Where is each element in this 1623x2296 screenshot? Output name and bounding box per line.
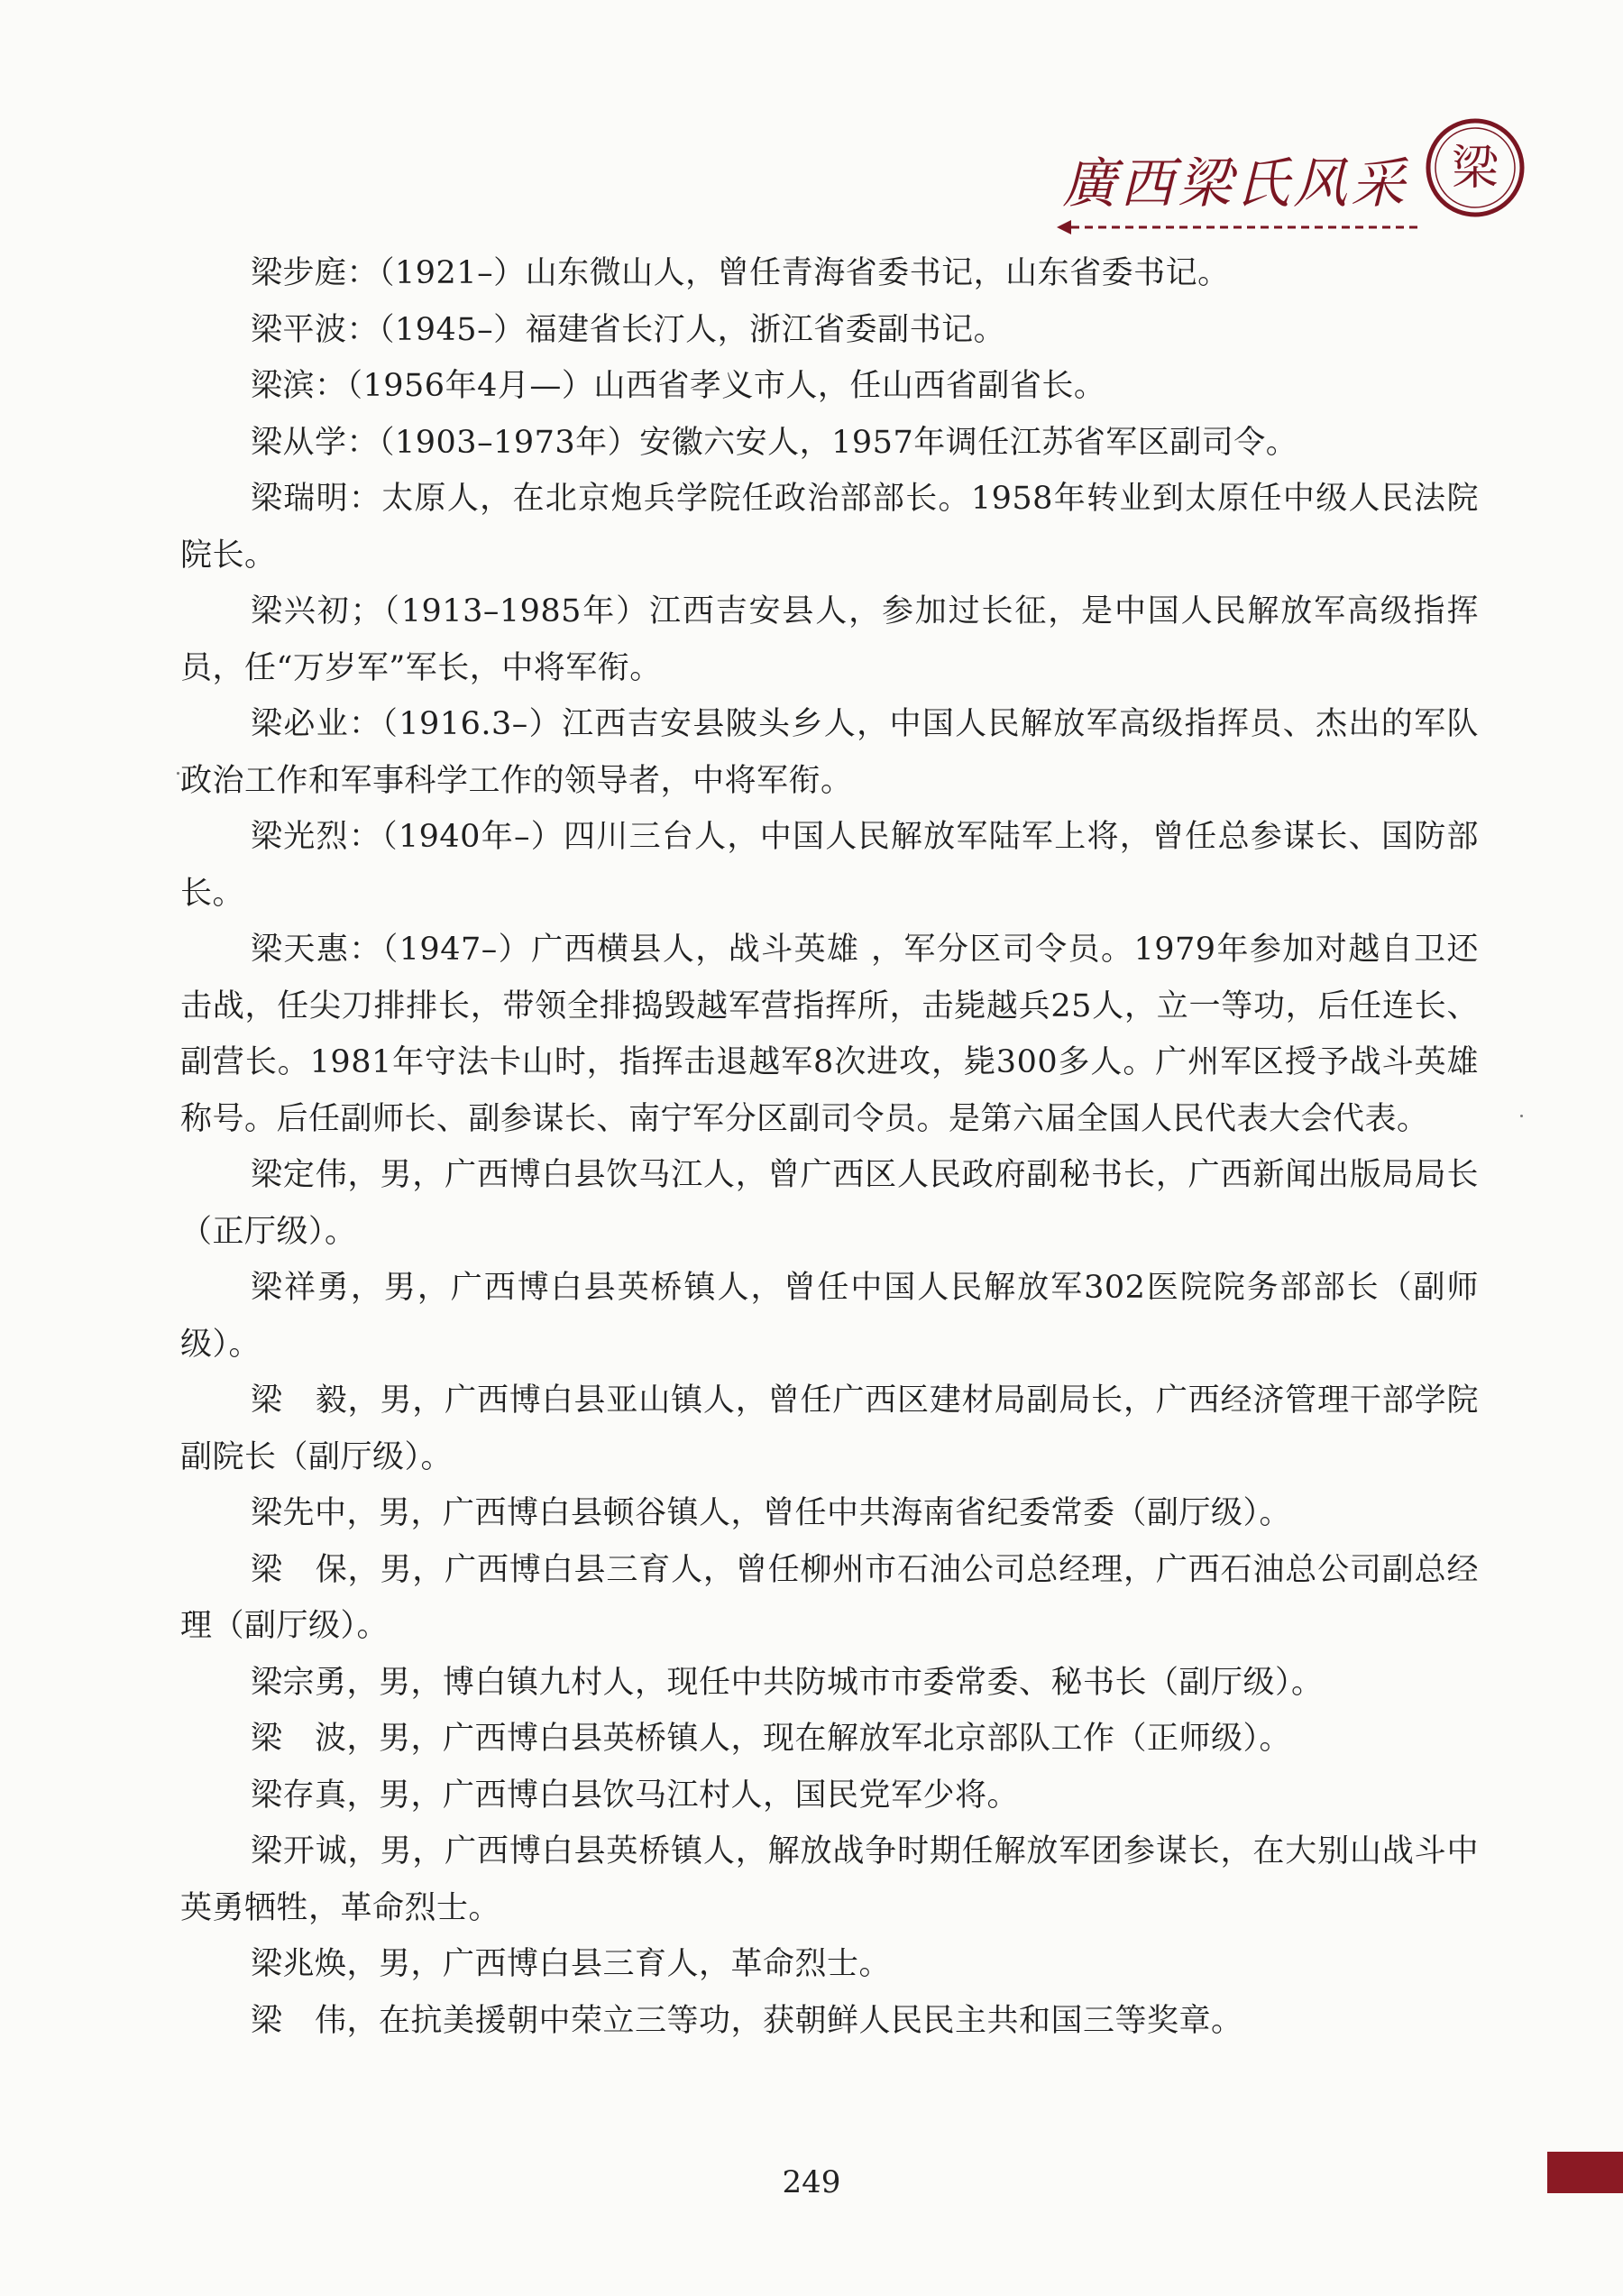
entry-liang-xianzhong: 梁先中，男，广西博白县顿谷镇人，曾任中共海南省纪委常委（副厅级）。 [251,1495,1292,1531]
entry-liang-buting: 梁步庭：（1921–）山东微山人，曾任青海省委书记，山东省委书记。 [251,255,1230,291]
entry-liang-congxue: 梁从学：（1903–1973年）安徽六安人，1957年调任江苏省军区副司令。 [251,424,1298,461]
page-number: 249 [782,2164,841,2200]
seal-character: 梁 [1451,142,1499,196]
entry-liang-kaicheng: 梁开诚，男，广西博白县英桥镇人，解放战争时期任解放军团参谋长，在大别山战斗中英勇牺牲，革命烈士。 [180,1833,1479,1926]
edge-thumb-tab [1547,2152,1623,2193]
entry-liang-yi: 梁 毅，男，广西博白县亚山镇人，曾任广西区建材局副局长，广西经济管理干部学院副院长（副厅级）。 [180,1382,1479,1475]
entry-liang-bin: 梁滨：（1956年4月—）山西省孝义市人，任山西省副省长。 [251,368,1106,404]
entry-liang-bao: 梁 保，男，广西博白县三育人，曾任柳州市石油公司总经理，广西石油总公司副总经理（副厅级）。 [180,1551,1479,1644]
entry-liang-bo: 梁 波，男，广西博白县英桥镇人，现在解放军北京部队工作（正师级）。 [251,1721,1292,1757]
entry-liang-wei: 梁 伟，在抗美援朝中荣立三等功，获朝鲜人民民主共和国三等奖章。 [251,2002,1243,2039]
biography-list [180,245,1479,2049]
entry-liang-dingwei: 梁定伟，男，广西博白县饮马江人，曾广西区人民政府副秘书长，广西新闻出版局局长（正厅级）。 [180,1157,1479,1250]
header-title: 廣西梁氏风采 [1062,152,1408,216]
header-dashed-arrow [1057,218,1417,236]
entry-liang-biye: 梁必业：（1916.3–）江西吉安县陂头乡人，中国人民解放军高级指挥员、杰出的军队政治工作和军事科学工作的领导者，中将军衔。 [180,706,1479,799]
entry-liang-xingchu: 梁兴初；（1913–1985年）江西吉安县人，参加过长征，是中国人民解放军高级指挥员，任“万岁军”军长，中将军衔。 [180,593,1479,686]
seal-icon [1425,117,1526,218]
entry-liang-zongyong: 梁宗勇，男，博白镇九村人，现任中共防城市市委常委、秘书长（副厅级）。 [251,1664,1324,1701]
margin-speck [177,772,179,775]
margin-speck [1520,1115,1523,1117]
page-header [985,117,1526,234]
entry-liang-cunzhen: 梁存真，男，广西博白县饮马江村人，国民党军少将。 [251,1777,1020,1814]
entry-liang-tianhui: 梁天惠：（1947–）广西横县人，战斗英雄 ，军分区司令员。1979年参加对越自卫还击战，任尖刀排排长，带领全排捣毁越军营指挥所，击毙越兵25人，立一等功，后任连长、副营长。1981年守法卡山时，指挥击退越军8次进攻，毙300多人。广州军区授予战斗英雄称号。后任副师长、副参谋长、南宁军分区副司令员。是第六届全国人民代表大会代表。 [180,932,1479,1137]
entry-liang-zhaohuan: 梁兆焕，男，广西博白县三育人，革命烈士。 [251,1946,892,1982]
entry-liang-pingbo: 梁平波：（1945–）福建省长汀人，浙江省委副书记。 [251,311,1006,348]
entry-liang-ruiming: 梁瑞明：太原人，在北京炮兵学院任政治部部长。1958年转业到太原任中级人民法院院长。 [180,481,1479,574]
entry-liang-xiangyong: 梁祥勇，男，广西博白县英桥镇人，曾任中国人民解放军302医院院务部部长（副师级）。 [180,1270,1479,1363]
entry-liang-guanglie: 梁光烈：（1940年–）四川三台人，中国人民解放军陆军上将，曾任总参谋长、国防部长。 [180,819,1479,912]
